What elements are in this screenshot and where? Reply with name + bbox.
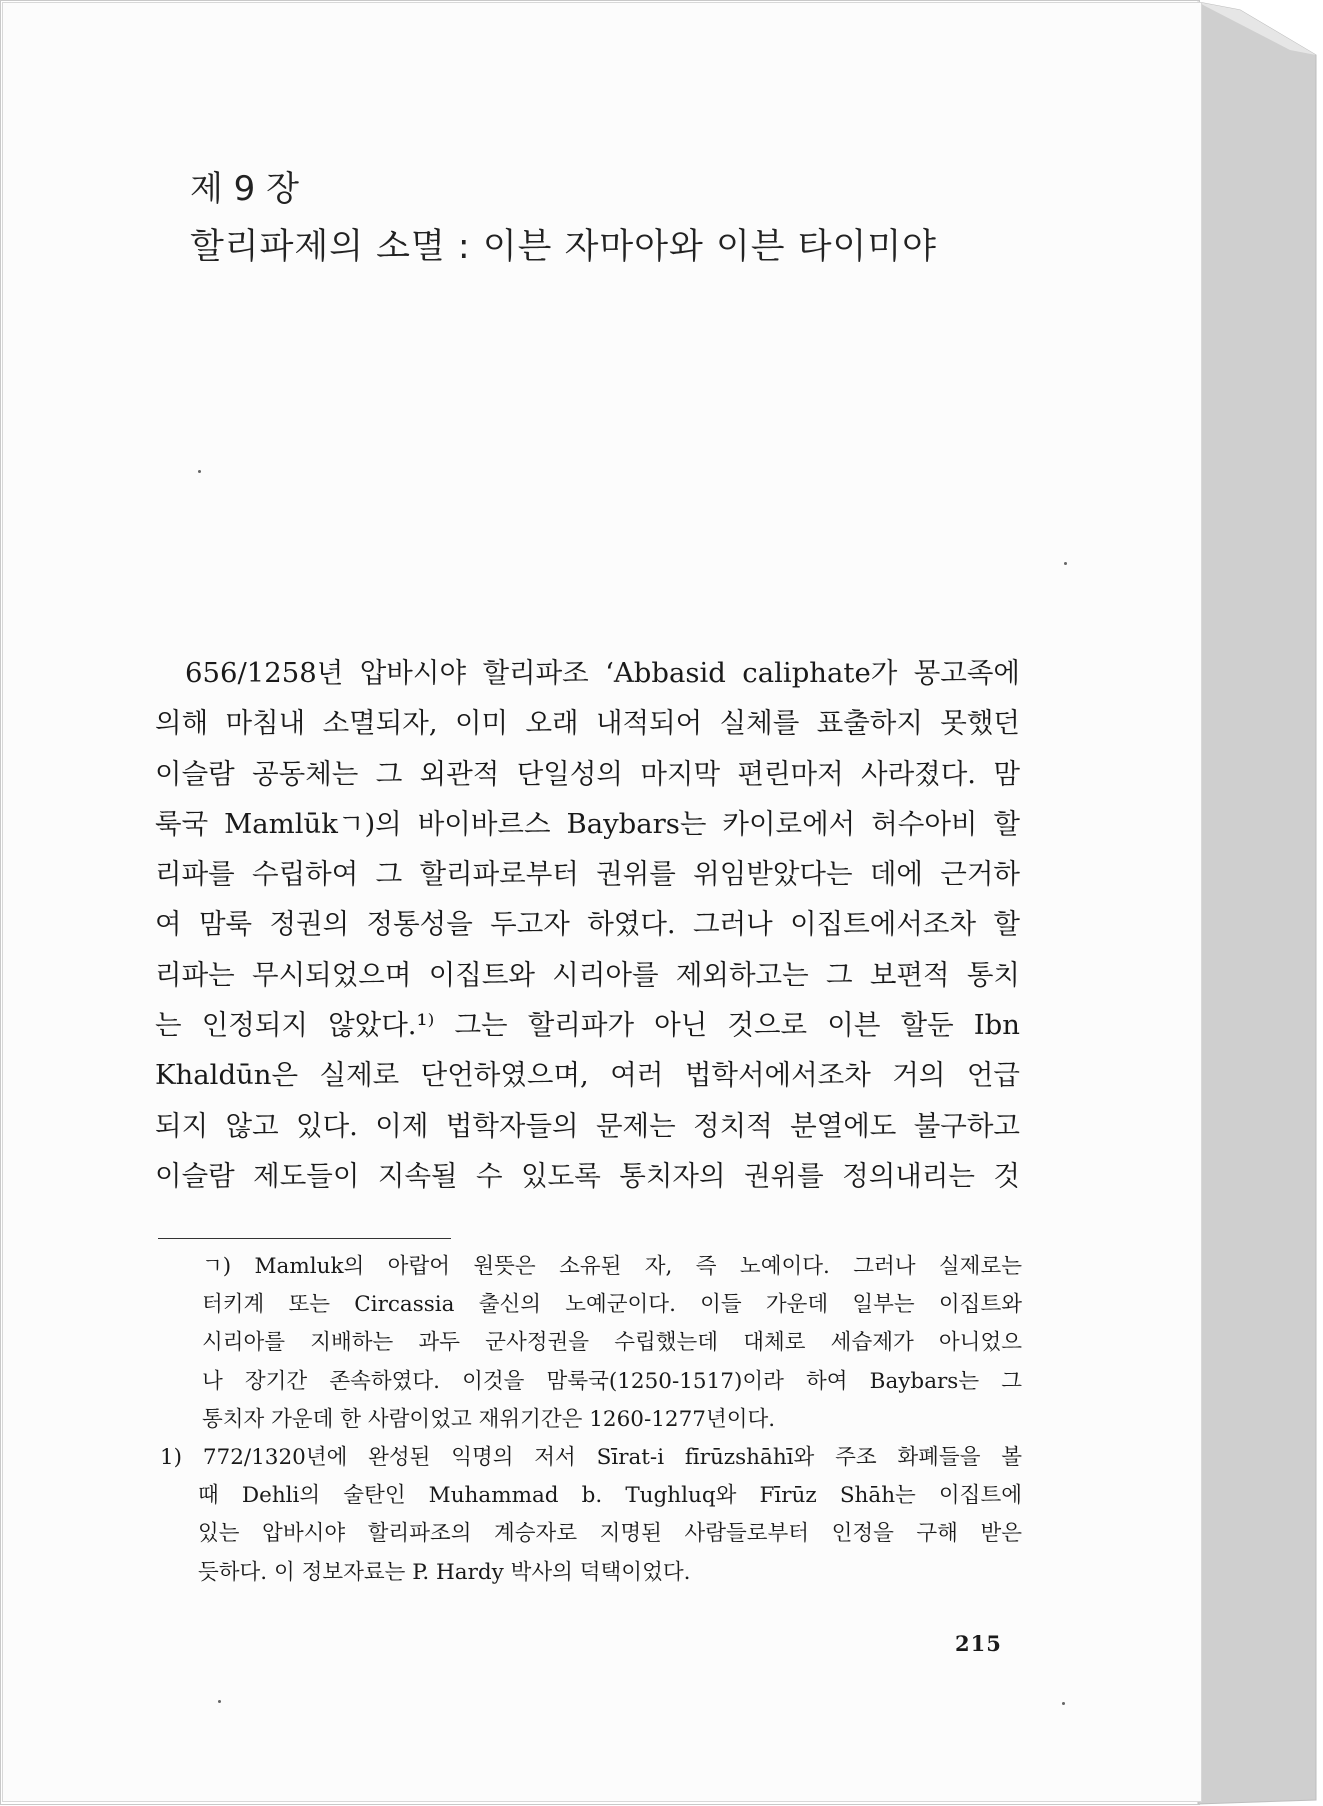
footnote-divider (158, 1238, 451, 1239)
footnote-line: 통치자 가운데 한 사람이었고 재위기간은 1260-1277년이다. (202, 1406, 776, 1432)
footnote-line: 나 장기간 존속하였다. 이것을 맘룩국(1250-1517)이라 하여 Baybars는 그 (202, 1368, 1022, 1394)
footnote-line: 시리아를 지배하는 과두 군사정권을 수립했는데 대체로 세습제가 아니었으 (202, 1330, 1022, 1356)
scan-speck (1062, 1702, 1065, 1705)
body-line: 656/1258년 압바시야 할리파조 ‘Abbasid caliphate가 몽고족에 (185, 657, 1020, 689)
scan-speck (218, 1700, 221, 1703)
body-line: 이슬람 제도들이 지속될 수 있도록 통치자의 권위를 정의내리는 것 (155, 1159, 1020, 1192)
chapter-title: 할리파제의 소멸 : 이븐 자마아와 이븐 타이미야 (190, 227, 937, 267)
body-line: 리파는 무시되었으며 이집트와 시리아를 제외하고는 그 보편적 통치 (155, 958, 1020, 991)
body-line: 의해 마침내 소멸되자, 이미 오래 내적되어 실체를 표출하지 못했던 (155, 707, 1020, 740)
footnote-1 (160, 1439, 1022, 1592)
body-line: 리파를 수립하여 그 할리파로부터 권위를 위임받았다는 데에 근거하 (155, 858, 1020, 891)
body-line: 는 인정되지 않았다.¹⁾ 그는 할리파가 아닌 것으로 이븐 할둔 Ibn (155, 1009, 1020, 1042)
page-number: 215 (955, 1631, 1002, 1656)
footnote-line: 듯하다. 이 정보자료는 P. Hardy 박사의 덕택이었다. (198, 1559, 691, 1585)
footnotes (160, 1248, 1022, 1592)
body-line: 룩국 Mamlūkㄱ)의 바이바르스 Baybars는 카이로에서 허수아비 할 (155, 807, 1020, 840)
scan-speck (198, 470, 201, 473)
footnote-line: 때 Dehli의 술탄인 Muhammad b. Tughluq와 Fīrūz Shāh는 이집트에 (198, 1483, 1022, 1509)
footnote-mamluk (160, 1248, 1022, 1439)
footnote-line: 있는 압바시야 할리파조의 계승자로 지명된 사람들로부터 인정을 구해 받은 (198, 1521, 1022, 1547)
body-line: 이슬람 공동체는 그 외관적 단일성의 마지막 편린마저 사라졌다. 맘 (155, 757, 1020, 790)
chapter-number: 제 9 장 (190, 169, 299, 209)
footnote-line: 1) 772/1320년에 완성된 익명의 저서 Sīrat-i fīrūzshāhī와 주조 화폐들을 볼 (160, 1444, 1022, 1470)
scan-speck (1064, 562, 1067, 565)
body-line: Khaldūn은 실제로 단언하였으며, 여러 법학서에서조차 거의 언급 (155, 1059, 1020, 1092)
body-line: 되지 않고 있다. 이제 법학자들의 문제는 정치적 분열에도 불구하고 (155, 1109, 1020, 1142)
footnote-line: 터키계 또는 Circassia 출신의 노예군이다. 이들 가운데 일부는 이집트와 (202, 1292, 1022, 1318)
footnote-line: ㄱ) Mamluk의 아랍어 원뜻은 소유된 자, 즉 노예이다. 그러나 실제로는 (202, 1254, 1022, 1279)
body-text (155, 648, 1020, 1201)
chapter-heading (190, 160, 937, 276)
body-line: 여 맘룩 정권의 정통성을 두고자 하였다. 그러나 이집트에서조차 할 (155, 908, 1020, 941)
